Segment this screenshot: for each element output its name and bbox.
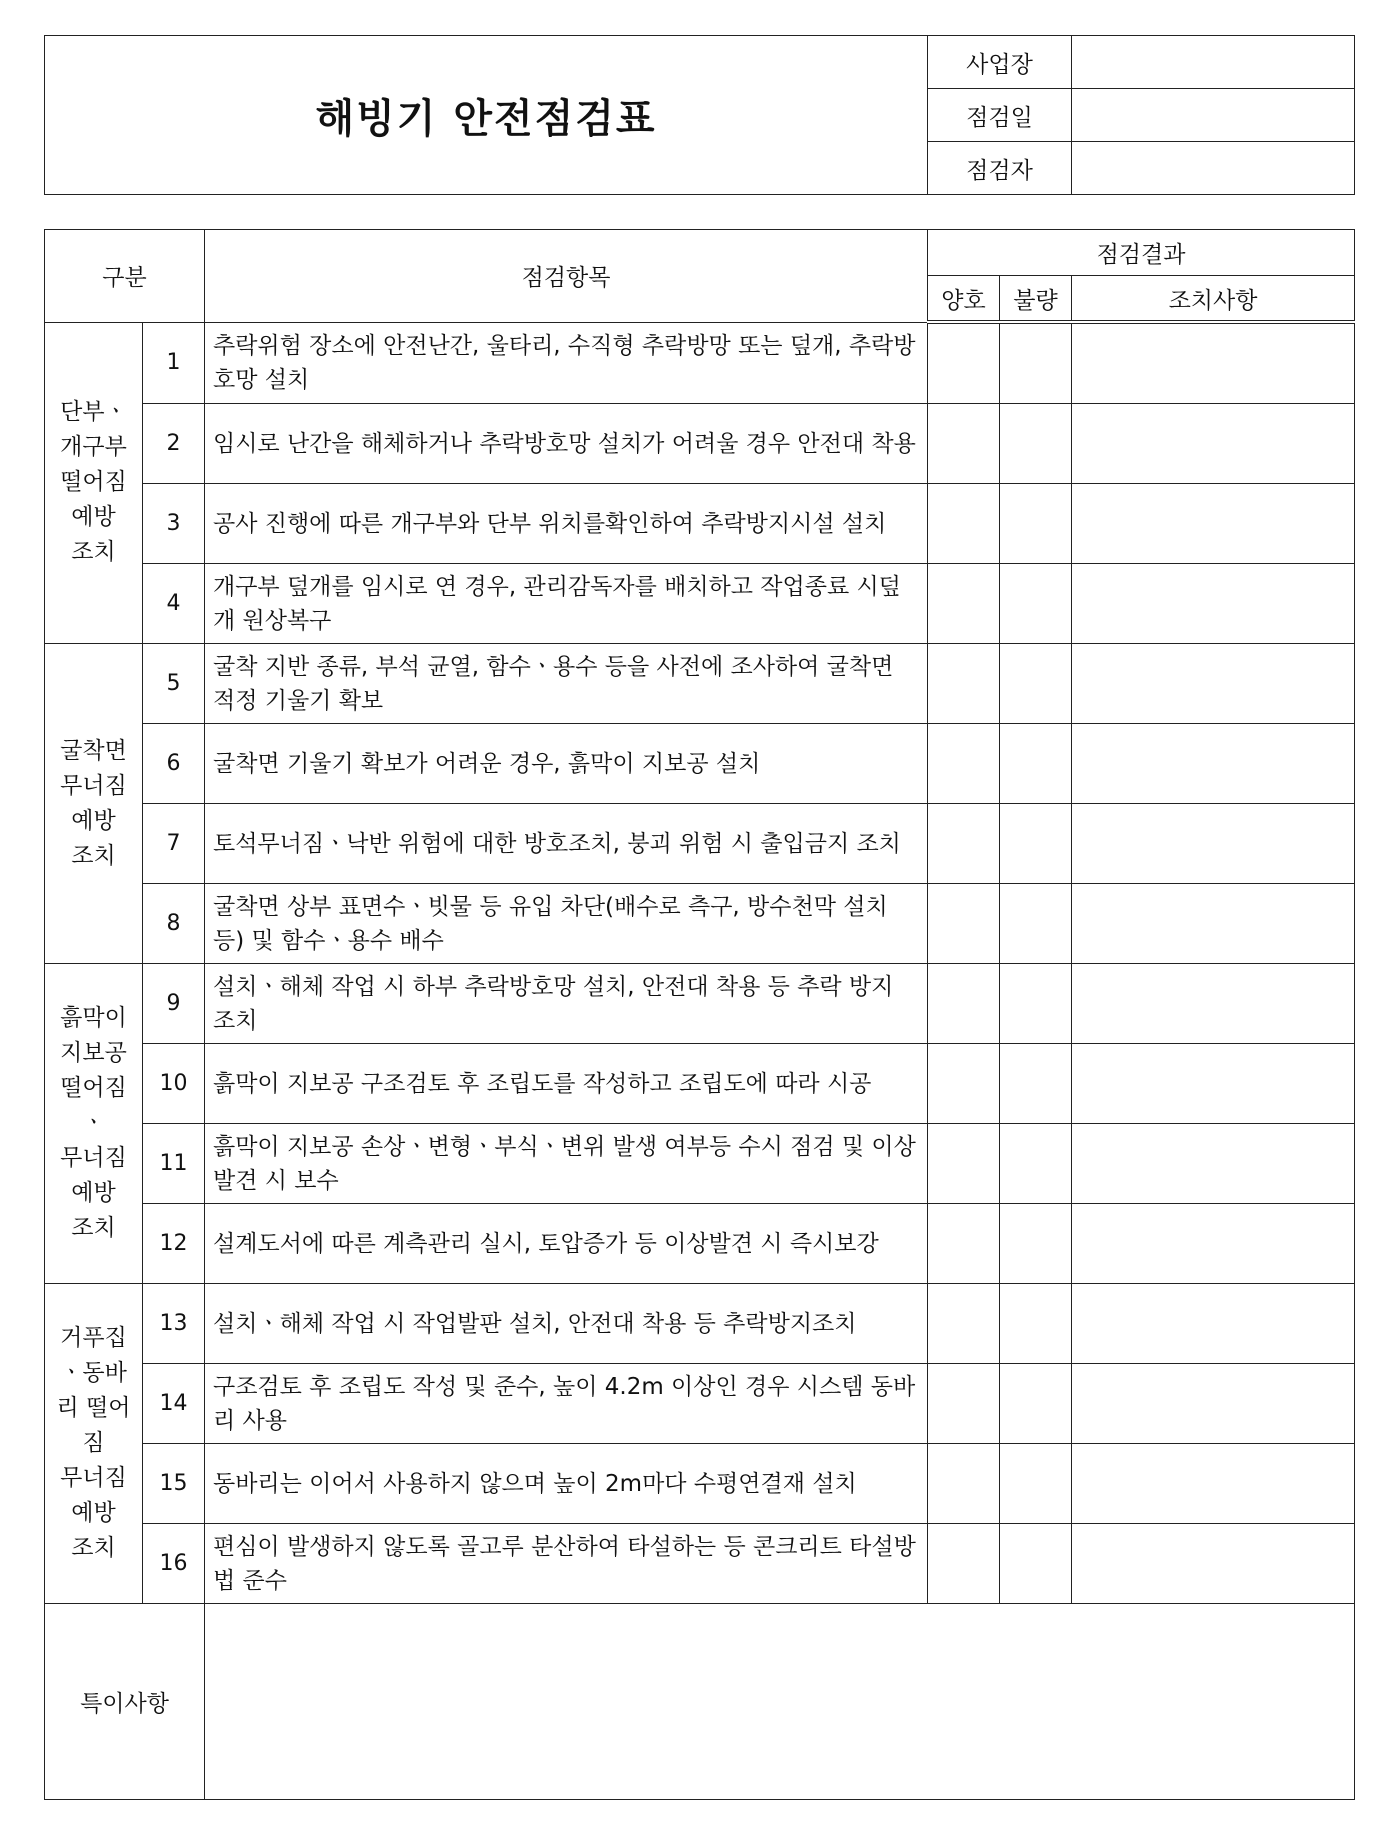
good-check[interactable] xyxy=(928,1524,1000,1604)
good-check[interactable] xyxy=(928,1444,1000,1524)
item-number: 6 xyxy=(143,724,205,804)
remarks-field[interactable] xyxy=(205,1604,1355,1800)
bad-check[interactable] xyxy=(1000,322,1072,404)
good-check[interactable] xyxy=(928,1044,1000,1124)
section-label-line: 떨어짐 xyxy=(60,469,127,496)
item-number: 8 xyxy=(143,884,205,964)
item-text: 동바리는 이어서 사용하지 않으며 높이 2m마다 수평연결재 설치 xyxy=(205,1444,928,1524)
action-field[interactable] xyxy=(1072,484,1355,564)
table-row xyxy=(45,1364,1355,1444)
action-field[interactable] xyxy=(1072,644,1355,724)
action-field[interactable] xyxy=(1072,322,1355,404)
section-label xyxy=(45,964,143,1284)
good-check[interactable] xyxy=(928,964,1000,1044)
good-check[interactable] xyxy=(928,564,1000,644)
section-label xyxy=(45,644,143,964)
action-field[interactable] xyxy=(1072,884,1355,964)
table-row xyxy=(45,322,1355,404)
action-field[interactable] xyxy=(1072,1124,1355,1204)
action-field[interactable] xyxy=(1072,1364,1355,1444)
action-field[interactable] xyxy=(1072,1204,1355,1284)
item-number: 16 xyxy=(143,1524,205,1604)
section-label-line: 예방 xyxy=(71,1500,116,1526)
item-number: 11 xyxy=(143,1124,205,1204)
result-header: 점검결과 xyxy=(928,230,1355,276)
item-text: 개구부 덮개를 임시로 연 경우, 관리감독자를 배치하고 작업종료 시덮개 원상복구 xyxy=(205,564,928,644)
bad-check[interactable] xyxy=(1000,884,1072,964)
item-number: 10 xyxy=(143,1044,205,1124)
table-row xyxy=(45,484,1355,564)
table-row xyxy=(45,1284,1355,1364)
checklist-table xyxy=(44,229,1355,1800)
action-field[interactable] xyxy=(1072,1444,1355,1524)
table-row xyxy=(45,1524,1355,1604)
site-field[interactable] xyxy=(1072,36,1355,89)
good-check[interactable] xyxy=(928,644,1000,724)
site-label: 사업장 xyxy=(928,36,1072,89)
table-row xyxy=(45,964,1355,1044)
section-label-line: ㆍ동바 xyxy=(60,1360,127,1386)
bad-check[interactable] xyxy=(1000,1124,1072,1204)
section-label-line: 조치 xyxy=(71,539,116,566)
bad-check[interactable] xyxy=(1000,484,1072,564)
item-text: 토석무너짐ㆍ낙반 위험에 대한 방호조치, 붕괴 위험 시 출입금지 조치 xyxy=(205,804,928,884)
section-label-line: 예방 xyxy=(71,1180,116,1206)
bad-check[interactable] xyxy=(1000,1204,1072,1284)
action-field[interactable] xyxy=(1072,1044,1355,1124)
section-label-line: 흙막이 xyxy=(60,1005,127,1031)
inspector-label: 점검자 xyxy=(928,142,1072,195)
table-row xyxy=(45,1444,1355,1524)
good-check[interactable] xyxy=(928,884,1000,964)
bad-check[interactable] xyxy=(1000,1364,1072,1444)
good-check[interactable] xyxy=(928,1284,1000,1364)
good-check[interactable] xyxy=(928,1364,1000,1444)
action-field[interactable] xyxy=(1072,404,1355,484)
bad-check[interactable] xyxy=(1000,804,1072,884)
good-header: 양호 xyxy=(928,276,1000,323)
item-text: 추락위험 장소에 안전난간, 울타리, 수직형 추락방망 또는 덮개, 추락방호망 설치 xyxy=(205,322,928,404)
item-text: 굴착면 기울기 확보가 어려운 경우, 흙막이 지보공 설치 xyxy=(205,724,928,804)
section-label-line: ㆍ xyxy=(82,1110,105,1136)
bad-check[interactable] xyxy=(1000,404,1072,484)
bad-check[interactable] xyxy=(1000,724,1072,804)
table-row xyxy=(45,1204,1355,1284)
table-row xyxy=(45,644,1355,724)
header-box xyxy=(44,35,1355,195)
section-label-line: 리 떨어 xyxy=(56,1395,131,1421)
items-header: 점검항목 xyxy=(205,230,928,323)
item-text: 편심이 발생하지 않도록 골고루 분산하여 타설하는 등 콘크리트 타설방법 준수 xyxy=(205,1524,928,1604)
date-label: 점검일 xyxy=(928,89,1072,142)
item-text: 설치ㆍ해체 작업 시 하부 추락방호망 설치, 안전대 착용 등 추락 방지 조치 xyxy=(205,964,928,1044)
bad-check[interactable] xyxy=(1000,564,1072,644)
section-label-line: 조치 xyxy=(71,1215,116,1241)
section-label-line: 단부ㆍ xyxy=(60,399,127,426)
item-text: 임시로 난간을 해체하거나 추락방호망 설치가 어려울 경우 안전대 착용 xyxy=(205,404,928,484)
table-row xyxy=(45,724,1355,804)
section-label-line: 예방 xyxy=(71,807,116,834)
category-header: 구분 xyxy=(45,230,205,323)
section-label-line: 무너짐 xyxy=(60,772,127,799)
good-check[interactable] xyxy=(928,484,1000,564)
bad-check[interactable] xyxy=(1000,1444,1072,1524)
item-text: 굴착 지반 종류, 부석 균열, 함수ㆍ용수 등을 사전에 조사하여 굴착면 적정 기울기 확보 xyxy=(205,644,928,724)
action-field[interactable] xyxy=(1072,1524,1355,1604)
item-number: 13 xyxy=(143,1284,205,1364)
section-label-line: 거푸집 xyxy=(60,1325,127,1351)
bad-header: 불량 xyxy=(1000,276,1072,323)
table-row xyxy=(45,1124,1355,1204)
item-text: 구조검토 후 조립도 작성 및 준수, 높이 4.2m 이상인 경우 시스템 동바리 사용 xyxy=(205,1364,928,1444)
section-label-line: 개구부 xyxy=(60,434,127,461)
table-row xyxy=(45,404,1355,484)
item-number: 7 xyxy=(143,804,205,884)
section-label-line: 지보공 xyxy=(60,1040,127,1066)
table-row xyxy=(45,804,1355,884)
bad-check[interactable] xyxy=(1000,1284,1072,1364)
item-number: 5 xyxy=(143,644,205,724)
action-field[interactable] xyxy=(1072,964,1355,1044)
good-check[interactable] xyxy=(928,1204,1000,1284)
remarks-label: 특이사항 xyxy=(45,1604,205,1800)
item-number: 14 xyxy=(143,1364,205,1444)
section-label-line: 무너짐 xyxy=(60,1465,127,1491)
table-row xyxy=(45,564,1355,644)
action-field[interactable] xyxy=(1072,804,1355,884)
action-field[interactable] xyxy=(1072,724,1355,804)
item-number: 12 xyxy=(143,1204,205,1284)
table-row xyxy=(45,1044,1355,1124)
action-field[interactable] xyxy=(1072,564,1355,644)
section-label-line: 굴착면 xyxy=(60,737,127,764)
section-label-line: 조치 xyxy=(71,1535,116,1561)
section-label-line: 조치 xyxy=(71,842,116,869)
item-text: 설치ㆍ해체 작업 시 작업발판 설치, 안전대 착용 등 추락방지조치 xyxy=(205,1284,928,1364)
bad-check[interactable] xyxy=(1000,1524,1072,1604)
section-label-line: 무너짐 xyxy=(60,1145,127,1171)
bad-check[interactable] xyxy=(1000,1044,1072,1124)
item-text: 흙막이 지보공 구조검토 후 조립도를 작성하고 조립도에 따라 시공 xyxy=(205,1044,928,1124)
action-field[interactable] xyxy=(1072,1284,1355,1364)
item-text: 설계도서에 따른 계측관리 실시, 토압증가 등 이상발견 시 즉시보강 xyxy=(205,1204,928,1284)
page-title: 해빙기 안전점검표 xyxy=(45,36,928,195)
section-label-line: 짐 xyxy=(82,1430,105,1456)
action-header: 조치사항 xyxy=(1072,276,1355,323)
section-label-line: 예방 xyxy=(71,504,116,531)
item-number: 9 xyxy=(143,964,205,1044)
inspector-field[interactable] xyxy=(1072,142,1355,195)
good-check[interactable] xyxy=(928,404,1000,484)
good-check[interactable] xyxy=(928,804,1000,884)
good-check[interactable] xyxy=(928,1124,1000,1204)
item-number: 15 xyxy=(143,1444,205,1524)
item-number: 2 xyxy=(143,404,205,484)
table-row xyxy=(45,884,1355,964)
section-label xyxy=(45,322,143,644)
item-number: 4 xyxy=(143,564,205,644)
section-label-line: 떨어짐 xyxy=(60,1075,127,1101)
good-check[interactable] xyxy=(928,322,1000,404)
bad-check[interactable] xyxy=(1000,644,1072,724)
bad-check[interactable] xyxy=(1000,964,1072,1044)
item-text: 흙막이 지보공 손상ㆍ변형ㆍ부식ㆍ변위 발생 여부등 수시 점검 및 이상발견 시 보수 xyxy=(205,1124,928,1204)
item-text: 굴착면 상부 표면수ㆍ빗물 등 유입 차단(배수로 측구, 방수천막 설치 등) 및 함수ㆍ용수 배수 xyxy=(205,884,928,964)
item-text: 공사 진행에 따른 개구부와 단부 위치를확인하여 추락방지시설 설치 xyxy=(205,484,928,564)
item-number: 1 xyxy=(143,322,205,404)
section-label xyxy=(45,1284,143,1604)
date-field[interactable] xyxy=(1072,89,1355,142)
good-check[interactable] xyxy=(928,724,1000,804)
item-number: 3 xyxy=(143,484,205,564)
